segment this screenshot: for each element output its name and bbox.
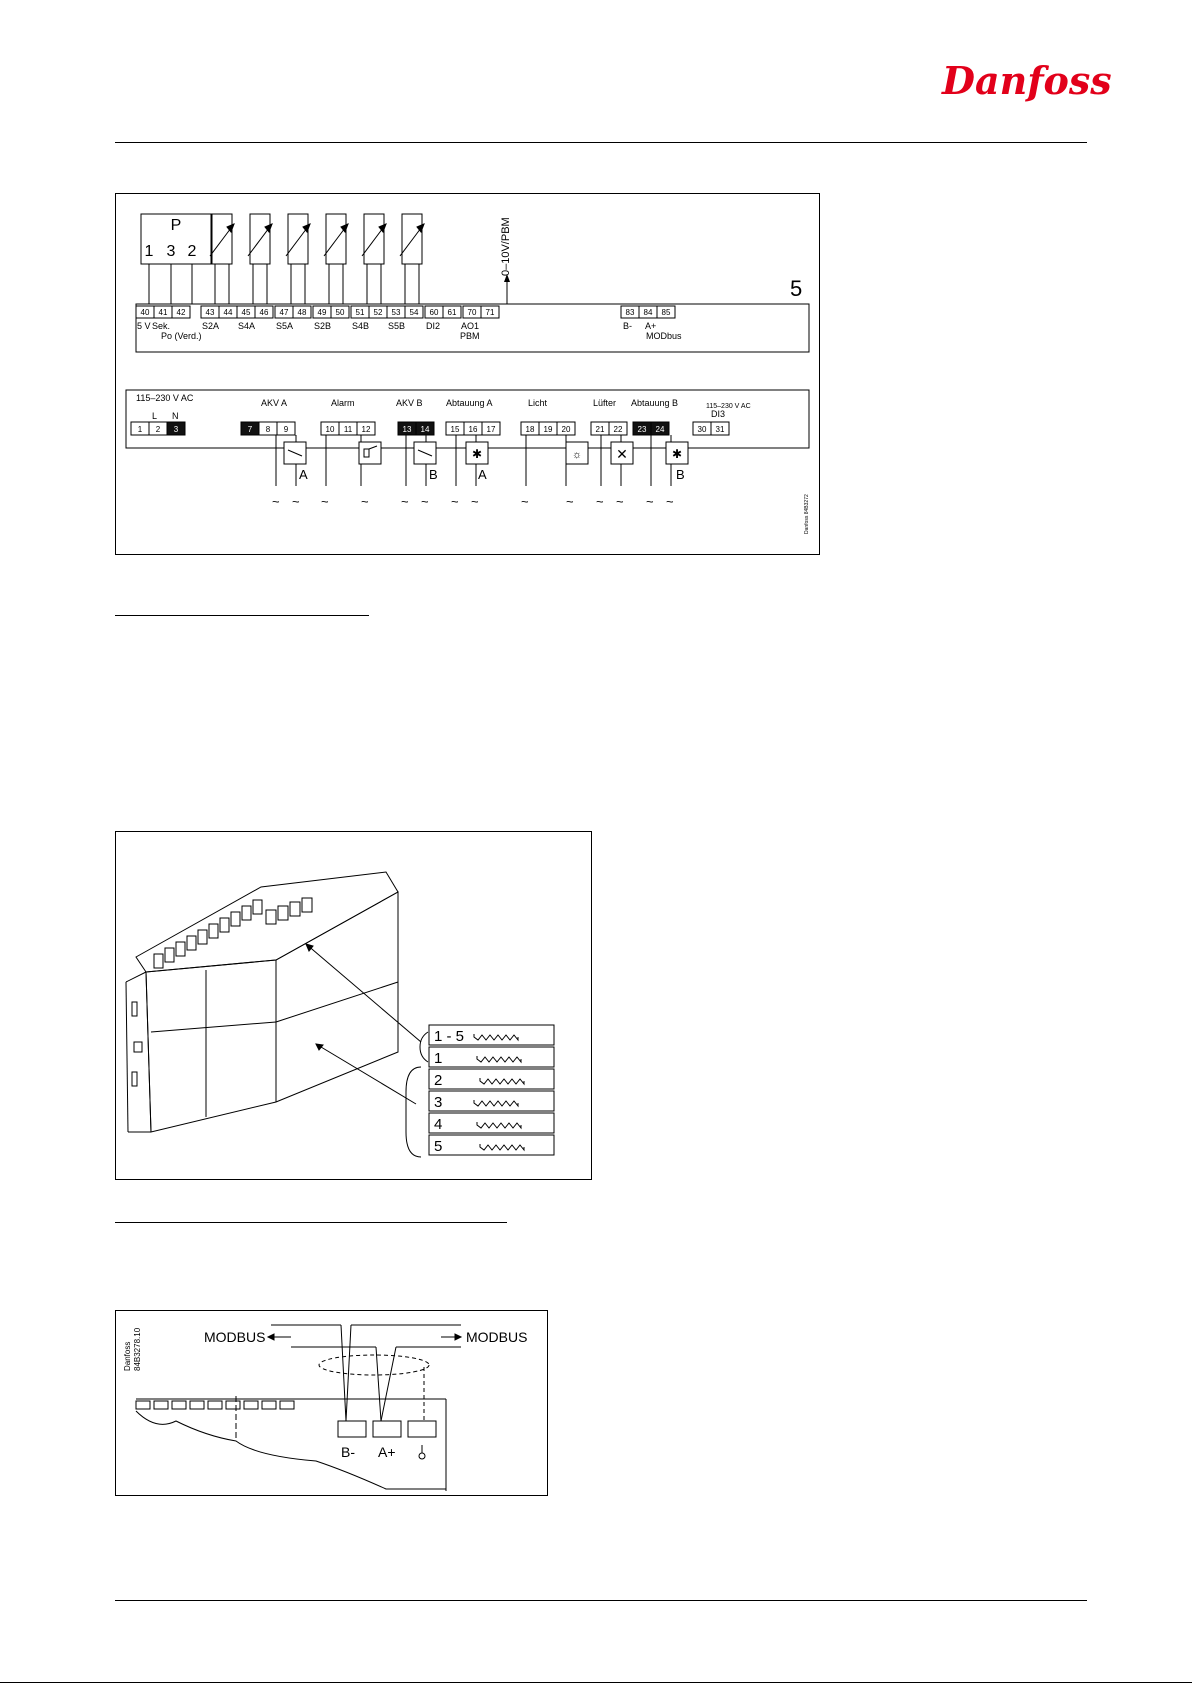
controller-housing xyxy=(126,872,398,1132)
pressure-pin: 2 xyxy=(187,243,197,260)
terminal-label: S5A xyxy=(276,321,294,331)
group-label: DI3 xyxy=(711,409,726,419)
section-underline-1 xyxy=(115,615,369,616)
terminal-23 xyxy=(633,422,651,435)
label-row xyxy=(429,1025,554,1045)
terminal-21 xyxy=(591,422,609,435)
svg-text:☼: ☼ xyxy=(571,449,583,461)
terminal-label: AO1 xyxy=(461,321,480,331)
ac-symbol: ~ xyxy=(521,494,529,509)
terminal-54 xyxy=(405,306,423,318)
svg-text:48: 48 xyxy=(297,308,307,317)
terminal-51 xyxy=(351,306,369,318)
terminal-60 xyxy=(425,306,443,318)
svg-text:2: 2 xyxy=(434,1072,443,1089)
valve-coil-icon xyxy=(414,442,436,464)
terminal-42 xyxy=(172,306,190,318)
terminal-52 xyxy=(369,306,387,318)
svg-text:17: 17 xyxy=(486,425,496,434)
svg-text:84: 84 xyxy=(643,308,653,317)
svg-text:22: 22 xyxy=(613,425,623,434)
temperature-sensor-icon xyxy=(210,214,234,304)
terminal-14 xyxy=(416,422,434,435)
label-row xyxy=(429,1113,554,1133)
analog-output-label: 0–10V/PBM xyxy=(500,217,512,276)
terminal-50 xyxy=(331,306,349,318)
svg-text:45: 45 xyxy=(241,308,251,317)
svg-text:20: 20 xyxy=(561,425,571,434)
terminal-61 xyxy=(443,306,461,318)
svg-text:43: 43 xyxy=(205,308,215,317)
terminal-shield xyxy=(408,1421,436,1437)
svg-text:47: 47 xyxy=(279,308,289,317)
svg-text:9: 9 xyxy=(283,425,289,434)
logo-text: Danfoss xyxy=(942,58,1112,103)
terminal-1 xyxy=(131,422,149,435)
label-row xyxy=(429,1069,554,1089)
terminal-47 xyxy=(275,306,293,318)
svg-text:1: 1 xyxy=(434,1050,443,1067)
terminal-49 xyxy=(313,306,331,318)
figure3-code-1: Danfoss xyxy=(123,1341,132,1371)
svg-text:16: 16 xyxy=(468,425,478,434)
light-icon xyxy=(566,442,588,464)
svg-text:71: 71 xyxy=(485,308,495,317)
terminal-19 xyxy=(539,422,557,435)
section-underline-2 xyxy=(115,1222,507,1223)
terminal-label: MODbus xyxy=(646,331,682,341)
footer-rule xyxy=(115,1600,1087,1601)
wiring-diagram xyxy=(116,194,821,556)
group-label: Abtauung B xyxy=(631,398,679,408)
svg-text:53: 53 xyxy=(391,308,401,317)
svg-text:7: 7 xyxy=(247,425,253,434)
terminal-a-plus xyxy=(373,1421,401,1437)
ac-symbol: ~ xyxy=(361,494,369,509)
terminal-22 xyxy=(609,422,627,435)
svg-text:10: 10 xyxy=(325,425,335,434)
label-row xyxy=(429,1047,554,1067)
wiring-diagram-figure xyxy=(115,193,820,555)
svg-text:31: 31 xyxy=(715,425,725,434)
svg-text:14: 14 xyxy=(420,425,430,434)
load-letter: B xyxy=(429,467,438,482)
svg-text:18: 18 xyxy=(525,425,535,434)
pressure-pin: 3 xyxy=(166,243,176,260)
group-label: Alarm xyxy=(331,398,355,408)
load-letter: A xyxy=(478,467,487,482)
terminal-44 xyxy=(219,306,237,318)
load-letter: B xyxy=(676,467,685,482)
terminal-label: S2A xyxy=(202,321,220,331)
svg-text:13: 13 xyxy=(402,425,412,434)
temperature-sensor-icon xyxy=(324,214,348,304)
svg-text:12: 12 xyxy=(361,425,371,434)
temperature-sensor-icon xyxy=(286,214,310,304)
terminal-48 xyxy=(293,306,311,318)
svg-text:1: 1 xyxy=(137,425,143,434)
ac-symbol: ~ xyxy=(616,494,624,509)
ac-symbol: ~ xyxy=(421,494,429,509)
terminal-label: Sek. xyxy=(152,321,171,331)
svg-text:41: 41 xyxy=(158,308,168,317)
ac-symbol: ~ xyxy=(646,494,654,509)
label-row xyxy=(429,1135,554,1155)
terminal-83 xyxy=(621,306,639,318)
ac-symbol: ~ xyxy=(471,494,479,509)
svg-text:3: 3 xyxy=(434,1094,443,1111)
defrost-icon xyxy=(666,442,688,464)
di3-sub-label: 115–230 V AC xyxy=(706,403,751,410)
terminal-label: S4A xyxy=(238,321,256,331)
terminal-8 xyxy=(259,422,277,435)
supply-label: 115–230 V AC xyxy=(136,393,194,403)
svg-text:30: 30 xyxy=(697,425,707,434)
label-row xyxy=(429,1091,554,1111)
svg-text:✱: ✱ xyxy=(471,447,483,461)
ac-symbol: ~ xyxy=(566,494,574,509)
page-edge-rule xyxy=(0,1682,1192,1683)
terminal-46 xyxy=(255,306,273,318)
group-label: AKV A xyxy=(261,398,288,408)
shield-ground-icon xyxy=(419,1445,425,1459)
terminal-85 xyxy=(657,306,675,318)
svg-text:83: 83 xyxy=(625,308,635,317)
group-label: Licht xyxy=(528,398,548,408)
supply-pin-l: L xyxy=(152,411,158,421)
pointer-lines xyxy=(306,944,428,1157)
terminal-24 xyxy=(651,422,669,435)
ac-symbol: ~ xyxy=(666,494,674,509)
svg-text:49: 49 xyxy=(317,308,327,317)
terminal-17 xyxy=(482,422,500,435)
svg-text:40: 40 xyxy=(140,308,150,317)
fan-icon xyxy=(611,442,633,464)
supply-pin-n: N xyxy=(172,411,179,421)
svg-text:54: 54 xyxy=(409,308,419,317)
terminal-13 xyxy=(398,422,416,435)
svg-text:21: 21 xyxy=(595,425,605,434)
terminal-label: 5 V xyxy=(137,321,151,331)
terminal-12 xyxy=(357,422,375,435)
terminal-10 xyxy=(321,422,339,435)
defrost-icon xyxy=(466,442,488,464)
alarm-relay-icon xyxy=(359,442,381,464)
modbus-right-label: MODBUS xyxy=(466,1329,528,1345)
group-label: Lüfter xyxy=(593,398,617,408)
device-illustration xyxy=(116,832,593,1181)
terminal-label: S5B xyxy=(388,321,406,331)
svg-text:70: 70 xyxy=(467,308,477,317)
terminal-18 xyxy=(521,422,539,435)
danfoss-logo xyxy=(938,52,1112,112)
terminal-71 xyxy=(481,306,499,318)
svg-text:23: 23 xyxy=(637,425,647,434)
block-number: 5 xyxy=(790,276,803,301)
group-label: Abtauung A xyxy=(446,398,493,408)
terminal-3 xyxy=(167,422,185,435)
terminal-label: Po (Verd.) xyxy=(161,331,202,341)
ac-symbol: ~ xyxy=(292,494,300,509)
svg-text:85: 85 xyxy=(661,308,671,317)
svg-text:46: 46 xyxy=(259,308,269,317)
terminal-84 xyxy=(639,306,657,318)
terminal-15 xyxy=(446,422,464,435)
figure3-code-2: 84B3278.10 xyxy=(133,1327,142,1371)
terminal-11 xyxy=(339,422,357,435)
terminal-7 xyxy=(241,422,259,435)
terminal-70 xyxy=(463,306,481,318)
modbus-wiring-figure xyxy=(115,1310,548,1496)
ac-symbol: ~ xyxy=(596,494,604,509)
header-rule xyxy=(115,142,1087,143)
terminal-label: S4B xyxy=(352,321,370,331)
ac-symbol: ~ xyxy=(321,494,329,509)
svg-text:50: 50 xyxy=(335,308,345,317)
terminal-b-minus xyxy=(338,1421,366,1437)
terminal-53 xyxy=(387,306,405,318)
terminal-43 xyxy=(201,306,219,318)
terminal-label: A+ xyxy=(645,321,657,331)
svg-text:✱: ✱ xyxy=(671,447,683,461)
svg-text:8: 8 xyxy=(265,425,271,434)
pressure-label: P xyxy=(170,217,182,234)
temperature-sensor-icon xyxy=(362,214,386,304)
a-plus-label: A+ xyxy=(378,1444,396,1460)
svg-text:2: 2 xyxy=(155,425,161,434)
svg-text:15: 15 xyxy=(450,425,460,434)
svg-text:61: 61 xyxy=(447,308,457,317)
svg-text:1 - 5: 1 - 5 xyxy=(434,1028,465,1045)
terminal-45 xyxy=(237,306,255,318)
pressure-pin: 1 xyxy=(144,243,154,260)
terminal-20 xyxy=(557,422,575,435)
terminal-41 xyxy=(154,306,172,318)
modbus-wiring xyxy=(116,1311,549,1497)
terminal-30 xyxy=(693,422,711,435)
svg-text:4: 4 xyxy=(434,1116,443,1133)
svg-text:44: 44 xyxy=(223,308,233,317)
terminal-31 xyxy=(711,422,729,435)
valve-coil-icon xyxy=(284,442,306,464)
svg-text:60: 60 xyxy=(429,308,439,317)
svg-text:24: 24 xyxy=(655,425,665,434)
terminal-label: B- xyxy=(623,321,632,331)
svg-text:3: 3 xyxy=(173,425,179,434)
svg-text:11: 11 xyxy=(343,425,353,434)
device-illustration-figure xyxy=(115,831,592,1180)
svg-text:42: 42 xyxy=(176,308,186,317)
terminal-label: DI2 xyxy=(426,321,441,331)
terminal-40 xyxy=(136,306,154,318)
b-minus-label: B- xyxy=(341,1444,355,1460)
temperature-sensor-icon xyxy=(400,214,424,304)
terminal-label: S2B xyxy=(314,321,332,331)
load-letter: A xyxy=(299,467,308,482)
terminal-16 xyxy=(464,422,482,435)
terminal-label: PBM xyxy=(460,331,480,341)
terminal-9 xyxy=(277,422,295,435)
modbus-left-label: MODBUS xyxy=(204,1329,266,1345)
svg-text:51: 51 xyxy=(355,308,365,317)
ac-symbol: ~ xyxy=(451,494,459,509)
svg-text:✕: ✕ xyxy=(616,446,628,462)
ac-symbol: ~ xyxy=(272,494,280,509)
svg-text:19: 19 xyxy=(543,425,553,434)
terminal-2 xyxy=(149,422,167,435)
svg-text:52: 52 xyxy=(373,308,383,317)
temperature-sensor-icon xyxy=(248,214,272,304)
svg-text:5: 5 xyxy=(434,1138,443,1155)
logo-graphic xyxy=(938,52,1112,112)
ac-symbol: ~ xyxy=(401,494,409,509)
group-label: AKV B xyxy=(396,398,423,408)
figure-code: Danfoss 84B3272 xyxy=(804,494,810,534)
